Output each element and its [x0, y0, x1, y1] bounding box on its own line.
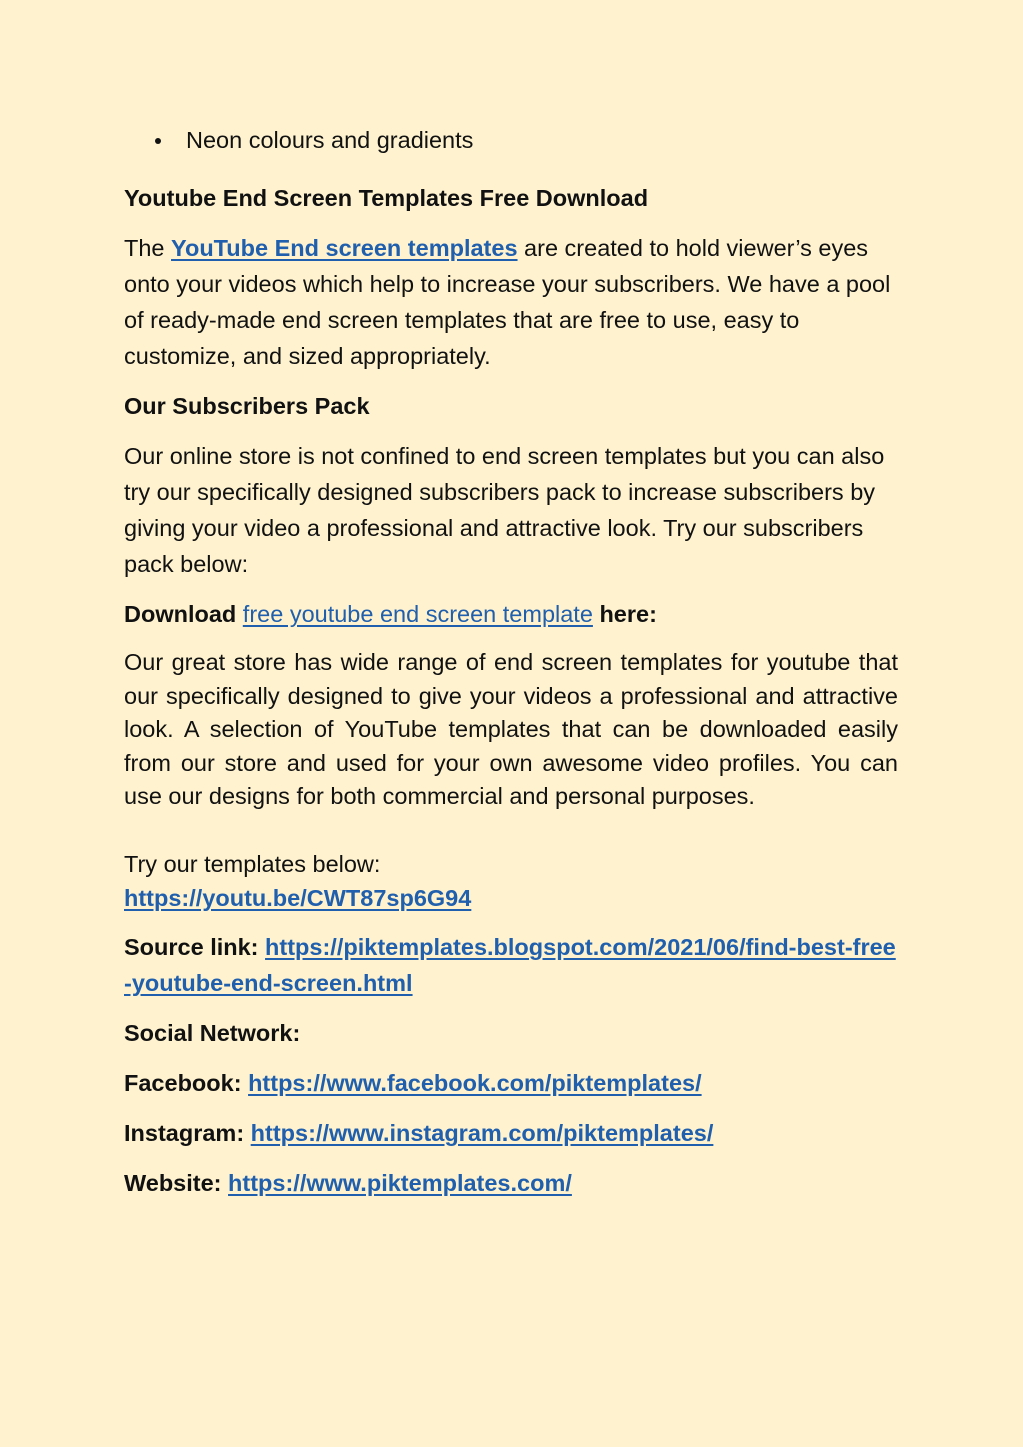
feature-bullet-list: [124, 120, 898, 160]
source-link-line: [124, 929, 898, 1001]
free-template-link[interactable]: free youtube end screen template: [242, 601, 593, 627]
facebook-line: [124, 1065, 898, 1101]
templates-para-prefix: The: [124, 235, 172, 261]
youtube-end-screen-templates-link[interactable]: YouTube End screen templates: [171, 235, 518, 261]
bullet-dot-icon: [155, 138, 161, 144]
section-heading-subscribers-pack: Our Subscribers Pack: [124, 393, 370, 419]
download-heading: [124, 596, 898, 632]
store-paragraph: Our great store has wide range of end screen templates for youtube that our specifically designed to give your videos a professional and attractive look. A selection of YouTube templates that can be downloaded easily from our store and used for your own awesome video profiles. You can use our designs for both commercial and personal purposes.: [124, 649, 898, 810]
bullet-text: Neon colours and gradients: [186, 127, 474, 153]
try-templates-block: [124, 847, 898, 915]
subscribers-pack-paragraph: Our online store is not confined to end screen templates but you can also try our specifically designed subscribers pack to increase subscribers by giving your video a professional and attractive look. Try our subscribers pack below:: [124, 443, 885, 577]
youtube-video-link[interactable]: https://youtu.be/CWT87sp6G94: [124, 884, 472, 911]
instagram-line: [124, 1115, 898, 1151]
instagram-label: Instagram:: [124, 1119, 251, 1146]
source-link[interactable]: https://piktemplates.blogspot.com/2021/06/find-best-free-youtube-end-screen.html: [124, 933, 896, 996]
try-templates-text: Try our templates below:: [124, 850, 381, 877]
instagram-link[interactable]: https://www.instagram.com/piktemplates/: [250, 1119, 714, 1146]
download-suffix: here:: [592, 601, 657, 627]
bullet-item: [124, 120, 898, 160]
templates-para-suffix: are created to hold viewer’s eyes onto your videos which help to increase your subscribers. We have a pool of ready-made end screen templates that are free to use, easy to customize, and sized appropriately.: [124, 235, 891, 369]
section-heading-templates: Youtube End Screen Templates Free Download: [124, 185, 649, 211]
source-label: Source link:: [124, 933, 266, 960]
website-link[interactable]: https://www.piktemplates.com/: [228, 1169, 572, 1196]
social-network-heading: Social Network:: [124, 1019, 301, 1046]
facebook-link[interactable]: https://www.facebook.com/piktemplates/: [248, 1069, 702, 1096]
website-line: [124, 1165, 898, 1201]
facebook-label: Facebook:: [124, 1069, 249, 1096]
website-label: Website:: [124, 1169, 229, 1196]
templates-paragraph: [124, 230, 898, 374]
document-content: [124, 120, 898, 1215]
download-prefix: Download: [124, 601, 243, 627]
